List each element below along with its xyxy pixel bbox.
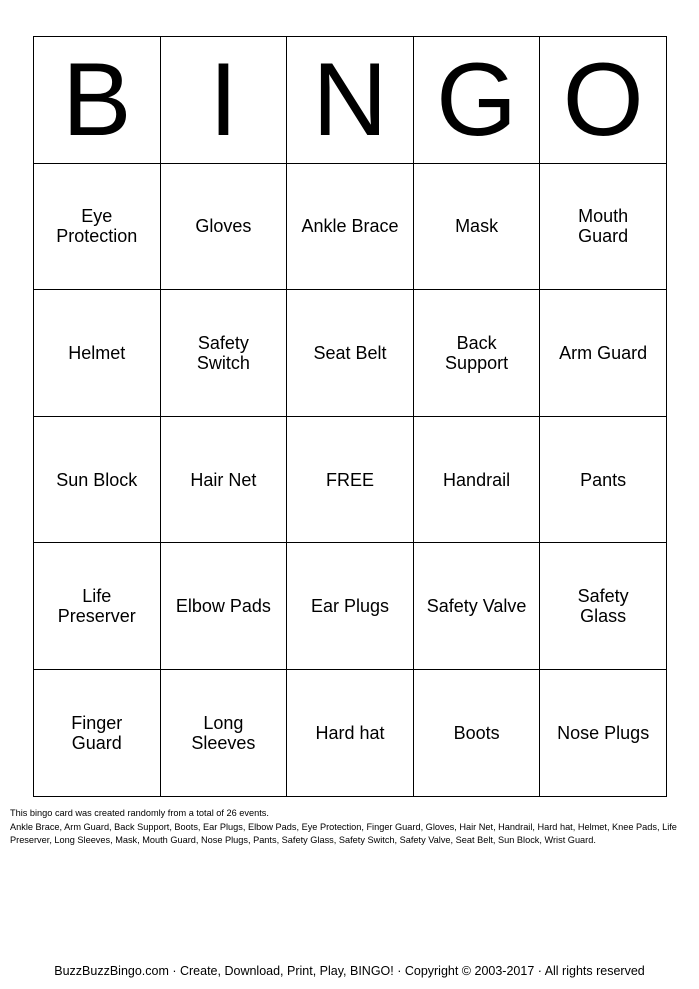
bingo-row [34, 669, 667, 796]
bingo-cell-label: Long Sleeves [191, 712, 256, 753]
bingo-cell [413, 543, 540, 670]
bingo-cell [540, 669, 667, 796]
bingo-cell [34, 290, 161, 417]
bingo-cell-label: Safety Valve [426, 596, 527, 617]
bingo-cell-label: Life Preserver [57, 586, 136, 627]
bingo-row [34, 416, 667, 543]
bingo-cell-label: Safety Switch [196, 332, 250, 373]
bingo-row [34, 290, 667, 417]
bingo-cell-label: Elbow Pads [175, 596, 271, 617]
bingo-cell-label: Ear Plugs [310, 596, 389, 617]
bingo-cell [413, 290, 540, 417]
bingo-cell [160, 416, 287, 543]
bingo-cell-label: Eye Protection [56, 206, 138, 247]
bingo-cell [34, 163, 161, 290]
bingo-header-letter-g: G [413, 37, 540, 164]
bingo-free-label: FREE [325, 469, 374, 490]
card-generation-intro: This bingo card was created randomly from a total of 26 events. [10, 808, 269, 818]
bingo-cell [540, 543, 667, 670]
bingo-cell [413, 669, 540, 796]
bingo-cell [287, 163, 414, 290]
bingo-cell-label: Gloves [195, 216, 252, 237]
bingo-cell-label: Handrail [443, 469, 511, 490]
bingo-cell [540, 416, 667, 543]
bingo-cell [287, 290, 414, 417]
bingo-cell-label: Boots [453, 722, 500, 743]
bingo-cell-label: Sun Block [56, 469, 138, 490]
bingo-cell [160, 163, 287, 290]
bingo-cell-label: Safety Glass [577, 586, 629, 627]
bingo-free-cell [287, 416, 414, 543]
bingo-cell [540, 290, 667, 417]
bingo-header-letter-n: N [287, 37, 414, 164]
bingo-cell-label: Finger Guard [71, 712, 123, 753]
bingo-cell [34, 416, 161, 543]
bingo-cell [160, 290, 287, 417]
bingo-cell [287, 669, 414, 796]
bingo-header-letter-i: I [160, 37, 287, 164]
bingo-card [33, 36, 667, 797]
bingo-cell [34, 669, 161, 796]
bingo-cell [413, 163, 540, 290]
bingo-cell [160, 543, 287, 670]
bingo-row [34, 543, 667, 670]
bingo-header-row [34, 37, 667, 164]
card-event-list: Ankle Brace, Arm Guard, Back Support, Boots, Ear Plugs, Elbow Pads, Eye Protection, Finger Guard, Gloves, Hair Net, Handrail, Hard hat, Helmet, Knee Pads, Life Preserver, Long Sleeves, Mask, Mouth Guard, Nose Plugs, Pants, Safety Glass, Safety Switch, Safety Valve, Seat Belt, Sun Block, Wrist Guard. [10, 821, 677, 845]
bingo-cell-label: Back Support [445, 332, 509, 373]
bingo-cell-label: Mask [455, 216, 499, 237]
bingo-cell [160, 669, 287, 796]
bingo-header-letter-b: B [34, 37, 161, 164]
bingo-cell-label: Hair Net [190, 469, 257, 490]
bingo-cell-label: Mouth Guard [578, 206, 629, 247]
card-generation-note [10, 807, 690, 848]
site-footer: BuzzBuzzBingo.com · Create, Download, Print, Play, BINGO! · Copyright © 2003-2017 · All rights reserved [54, 964, 645, 978]
bingo-cell-label: Hard hat [315, 722, 385, 743]
bingo-row [34, 163, 667, 290]
bingo-cell-label: Arm Guard [559, 342, 648, 363]
bingo-cell [413, 416, 540, 543]
bingo-cell [34, 543, 161, 670]
bingo-cell [287, 543, 414, 670]
bingo-cell [540, 163, 667, 290]
bingo-cell-label: Nose Plugs [557, 722, 650, 743]
bingo-cell-label: Seat Belt [313, 342, 387, 363]
bingo-cell-label: Ankle Brace [301, 216, 399, 237]
bingo-header-letter-o: O [540, 37, 667, 164]
bingo-cell-label: Pants [580, 469, 627, 490]
bingo-cell-label: Helmet [68, 342, 126, 363]
